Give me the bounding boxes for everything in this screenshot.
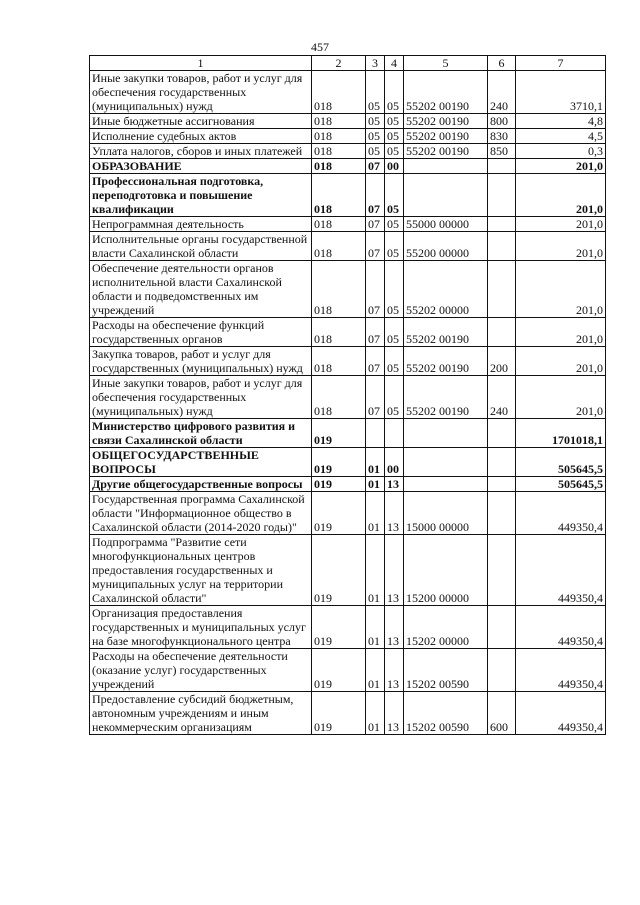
table-row xyxy=(90,477,606,492)
table-row xyxy=(90,71,606,114)
column-header: 6 xyxy=(488,56,516,71)
amount: 505645,5 xyxy=(516,448,606,477)
table-row xyxy=(90,129,606,144)
target-article-code: 55202 00190 xyxy=(404,114,488,129)
expense-type-code xyxy=(488,419,516,448)
target-article-code: 15202 00590 xyxy=(404,692,488,735)
section-code: 01 xyxy=(366,448,385,477)
target-article-code: 55202 00190 xyxy=(404,71,488,114)
row-name: Иные бюджетные ассигнования xyxy=(90,114,312,129)
subsection-code: 05 xyxy=(385,174,404,217)
section-code: 01 xyxy=(366,606,385,649)
section-code: 07 xyxy=(366,376,385,419)
expense-type-code xyxy=(488,477,516,492)
target-article-code: 15202 00590 xyxy=(404,649,488,692)
expense-type-code xyxy=(488,174,516,217)
table-row xyxy=(90,232,606,261)
section-code: 01 xyxy=(366,492,385,535)
row-name: Государственная программа Сахалинской области "Информационное общество в Сахалинской области (2014-2020 годы)" xyxy=(90,492,312,535)
amount: 201,0 xyxy=(516,217,606,232)
expense-type-code xyxy=(488,448,516,477)
amount: 449350,4 xyxy=(516,692,606,735)
target-article-code: 55202 00190 xyxy=(404,347,488,376)
section-code: 07 xyxy=(366,347,385,376)
subsection-code: 05 xyxy=(385,217,404,232)
grbs-code: 018 xyxy=(312,71,366,114)
amount: 3710,1 xyxy=(516,71,606,114)
amount: 201,0 xyxy=(516,174,606,217)
row-name: Другие общегосударственные вопросы xyxy=(90,477,312,492)
section-code: 01 xyxy=(366,692,385,735)
grbs-code: 018 xyxy=(312,174,366,217)
expense-type-code xyxy=(488,535,516,606)
table-row xyxy=(90,376,606,419)
section-code: 05 xyxy=(366,129,385,144)
row-name: Подпрограмма "Развитие сети многофункциональных центров предоставления государственных и муниципальных услуг на территории Сахалинской области" xyxy=(90,535,312,606)
subsection-code: 05 xyxy=(385,261,404,318)
amount: 449350,4 xyxy=(516,606,606,649)
column-header-row xyxy=(90,56,606,71)
subsection-code: 13 xyxy=(385,649,404,692)
table-row xyxy=(90,318,606,347)
subsection-code: 05 xyxy=(385,129,404,144)
expense-type-code: 800 xyxy=(488,114,516,129)
column-header: 5 xyxy=(404,56,488,71)
subsection-code: 05 xyxy=(385,114,404,129)
expense-type-code: 240 xyxy=(488,71,516,114)
row-name: Непрограммная деятельность xyxy=(90,217,312,232)
section-code: 01 xyxy=(366,649,385,692)
subsection-code: 05 xyxy=(385,144,404,159)
subsection-code: 13 xyxy=(385,692,404,735)
amount: 201,0 xyxy=(516,347,606,376)
row-name: Министерство цифрового развития и связи Сахалинской области xyxy=(90,419,312,448)
target-article-code: 55202 00190 xyxy=(404,376,488,419)
subsection-code: 13 xyxy=(385,606,404,649)
amount: 201,0 xyxy=(516,376,606,419)
section-code: 05 xyxy=(366,71,385,114)
column-header: 7 xyxy=(516,56,606,71)
subsection-code: 00 xyxy=(385,159,404,174)
target-article-code: 15000 00000 xyxy=(404,492,488,535)
section-code: 05 xyxy=(366,114,385,129)
amount: 0,3 xyxy=(516,144,606,159)
section-code: 01 xyxy=(366,477,385,492)
expense-type-code xyxy=(488,606,516,649)
amount: 449350,4 xyxy=(516,649,606,692)
target-article-code: 55202 00000 xyxy=(404,261,488,318)
table-row xyxy=(90,692,606,735)
subsection-code: 05 xyxy=(385,318,404,347)
table-row xyxy=(90,144,606,159)
grbs-code: 018 xyxy=(312,159,366,174)
target-article-code xyxy=(404,419,488,448)
row-name: Расходы на обеспечение функций государственных органов xyxy=(90,318,312,347)
target-article-code: 55000 00000 xyxy=(404,217,488,232)
target-article-code: 55200 00000 xyxy=(404,232,488,261)
grbs-code: 018 xyxy=(312,261,366,318)
row-name: Исполнительные органы государственной власти Сахалинской области xyxy=(90,232,312,261)
row-name: Иные закупки товаров, работ и услуг для обеспечения государственных (муниципальных) нужд xyxy=(90,71,312,114)
expense-type-code xyxy=(488,217,516,232)
subsection-code: 13 xyxy=(385,477,404,492)
target-article-code: 55202 00190 xyxy=(404,144,488,159)
amount: 201,0 xyxy=(516,232,606,261)
expense-type-code: 850 xyxy=(488,144,516,159)
subsection-code xyxy=(385,419,404,448)
row-name: Расходы на обеспечение деятельности (оказание услуг) государственных учреждений xyxy=(90,649,312,692)
section-code: 07 xyxy=(366,318,385,347)
table-row xyxy=(90,174,606,217)
expense-type-code xyxy=(488,649,516,692)
grbs-code: 019 xyxy=(312,535,366,606)
row-name: Закупка товаров, работ и услуг для государственных (муниципальных) нужд xyxy=(90,347,312,376)
amount: 449350,4 xyxy=(516,535,606,606)
row-name: ОБЩЕГОСУДАРСТВЕННЫЕ ВОПРОСЫ xyxy=(90,448,312,477)
subsection-code: 05 xyxy=(385,347,404,376)
target-article-code: 15202 00000 xyxy=(404,606,488,649)
expense-type-code xyxy=(488,232,516,261)
grbs-code: 018 xyxy=(312,376,366,419)
grbs-code: 019 xyxy=(312,477,366,492)
table-row xyxy=(90,492,606,535)
grbs-code: 018 xyxy=(312,232,366,261)
subsection-code: 13 xyxy=(385,535,404,606)
section-code: 07 xyxy=(366,232,385,261)
page-number: 457 xyxy=(311,40,329,54)
row-name: Обеспечение деятельности органов исполнительной власти Сахалинской области и подведомственных им учреждений xyxy=(90,261,312,318)
amount: 4,5 xyxy=(516,129,606,144)
subsection-code: 05 xyxy=(385,71,404,114)
table-row xyxy=(90,448,606,477)
target-article-code: 55202 00190 xyxy=(404,318,488,347)
table-row xyxy=(90,606,606,649)
row-name: Организация предоставления государственных и муниципальных услуг на базе многофункционального центра xyxy=(90,606,312,649)
amount: 201,0 xyxy=(516,159,606,174)
target-article-code: 15200 00000 xyxy=(404,535,488,606)
grbs-code: 019 xyxy=(312,492,366,535)
section-code: 07 xyxy=(366,174,385,217)
row-name: ОБРАЗОВАНИЕ xyxy=(90,159,312,174)
table-row xyxy=(90,159,606,174)
table-row xyxy=(90,261,606,318)
section-code: 05 xyxy=(366,144,385,159)
subsection-code: 13 xyxy=(385,492,404,535)
section-code: 01 xyxy=(366,535,385,606)
table-row xyxy=(90,535,606,606)
budget-table xyxy=(89,55,606,735)
target-article-code xyxy=(404,174,488,217)
section-code: 07 xyxy=(366,159,385,174)
expense-type-code: 830 xyxy=(488,129,516,144)
column-header: 4 xyxy=(385,56,404,71)
row-name: Предоставление субсидий бюджетным, автономным учреждениям и иным некоммерческим организациям xyxy=(90,692,312,735)
grbs-code: 019 xyxy=(312,692,366,735)
grbs-code: 019 xyxy=(312,606,366,649)
expense-type-code xyxy=(488,159,516,174)
amount: 449350,4 xyxy=(516,492,606,535)
table-row xyxy=(90,217,606,232)
expense-type-code xyxy=(488,261,516,318)
subsection-code: 00 xyxy=(385,448,404,477)
column-header: 1 xyxy=(90,56,312,71)
grbs-code: 019 xyxy=(312,419,366,448)
grbs-code: 019 xyxy=(312,448,366,477)
target-article-code xyxy=(404,448,488,477)
row-name: Иные закупки товаров, работ и услуг для обеспечения государственных (муниципальных) нужд xyxy=(90,376,312,419)
column-header: 3 xyxy=(366,56,385,71)
expense-type-code xyxy=(488,492,516,535)
column-header: 2 xyxy=(312,56,366,71)
expense-type-code: 240 xyxy=(488,376,516,419)
target-article-code xyxy=(404,159,488,174)
table-row xyxy=(90,114,606,129)
amount: 1701018,1 xyxy=(516,419,606,448)
section-code: 07 xyxy=(366,261,385,318)
table-row xyxy=(90,649,606,692)
section-code xyxy=(366,419,385,448)
expense-type-code xyxy=(488,318,516,347)
section-code: 07 xyxy=(366,217,385,232)
amount: 201,0 xyxy=(516,318,606,347)
row-name: Исполнение судебных актов xyxy=(90,129,312,144)
grbs-code: 018 xyxy=(312,318,366,347)
row-name: Профессиональная подготовка, переподготовка и повышение квалификации xyxy=(90,174,312,217)
subsection-code: 05 xyxy=(385,376,404,419)
grbs-code: 018 xyxy=(312,129,366,144)
grbs-code: 018 xyxy=(312,347,366,376)
expense-type-code: 600 xyxy=(488,692,516,735)
grbs-code: 019 xyxy=(312,649,366,692)
grbs-code: 018 xyxy=(312,217,366,232)
expense-type-code: 200 xyxy=(488,347,516,376)
target-article-code: 55202 00190 xyxy=(404,129,488,144)
target-article-code xyxy=(404,477,488,492)
table-row xyxy=(90,347,606,376)
amount: 505645,5 xyxy=(516,477,606,492)
table-row xyxy=(90,419,606,448)
grbs-code: 018 xyxy=(312,144,366,159)
amount: 4,8 xyxy=(516,114,606,129)
subsection-code: 05 xyxy=(385,232,404,261)
row-name: Уплата налогов, сборов и иных платежей xyxy=(90,144,312,159)
grbs-code: 018 xyxy=(312,114,366,129)
amount: 201,0 xyxy=(516,261,606,318)
